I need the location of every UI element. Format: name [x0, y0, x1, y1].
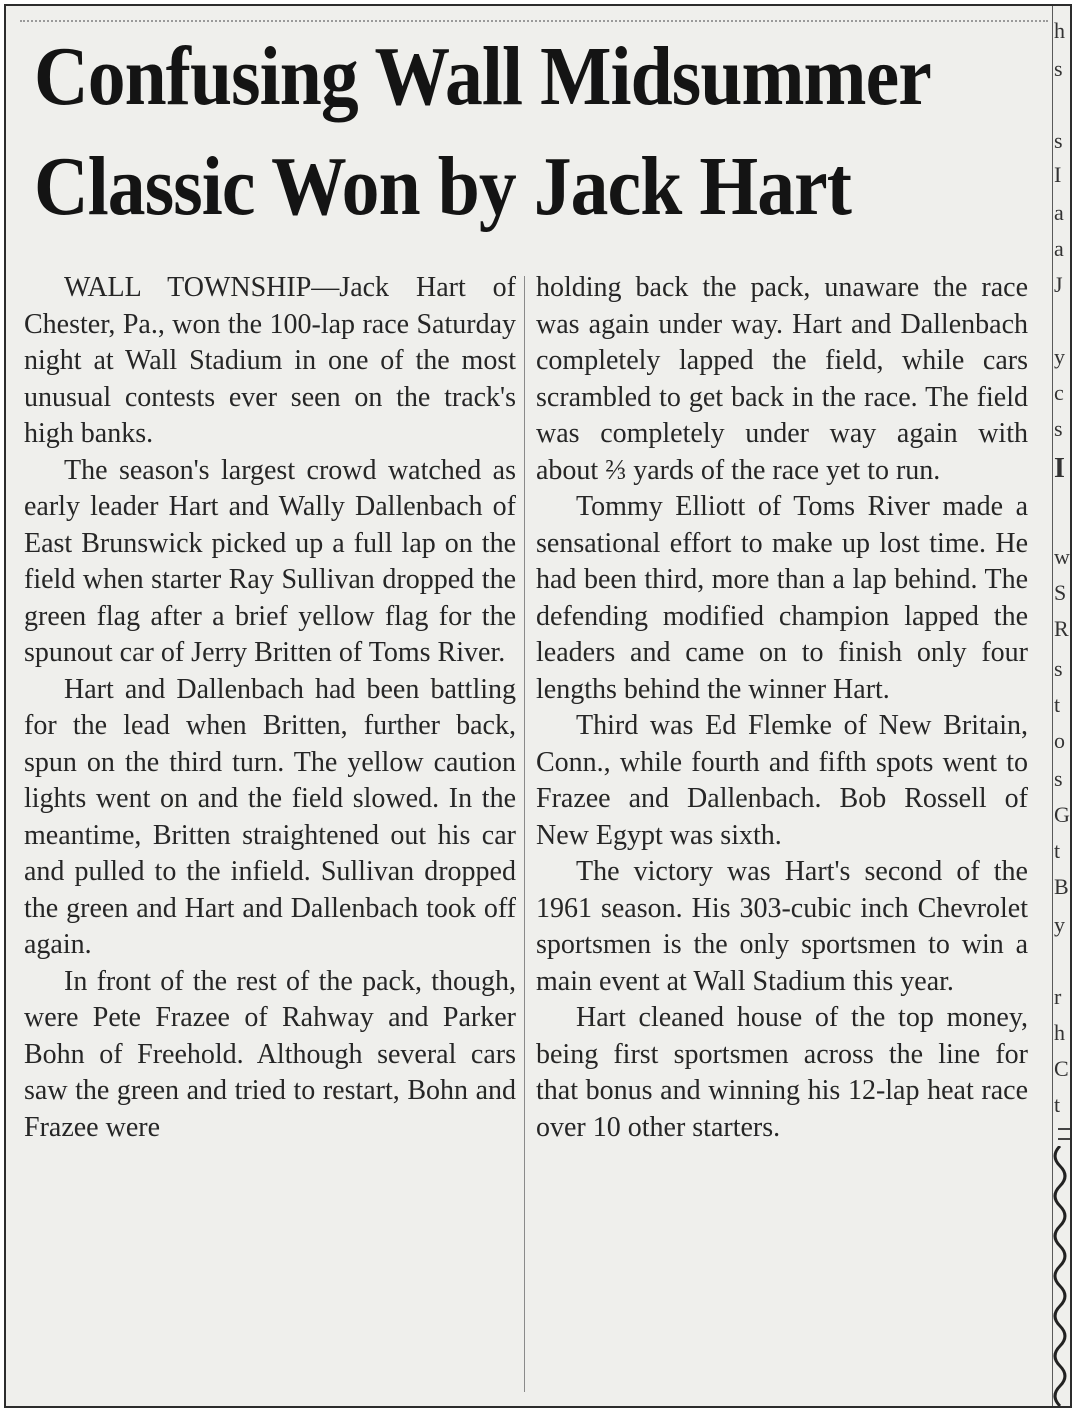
- column-divider: [524, 276, 525, 1392]
- decorative-border-squiggle: [1046, 1146, 1070, 1406]
- headline: Confusing Wall Midsummer Classic Won by Jack Hart: [34, 30, 930, 233]
- edge-fragment: t: [1054, 838, 1061, 863]
- article-column-2: [536, 270, 1028, 1146]
- paragraph: In front of the rest of the pack, though, were Pete Frazee of Rahway and Parker Bohn of Freehold. Although several cars saw the green and tried to restart, Bohn and Frazee were: [24, 965, 516, 1143]
- article-column-1: [24, 270, 516, 1146]
- edge-fragment: a: [1054, 200, 1064, 225]
- edge-fragment: S: [1054, 580, 1067, 605]
- edge-fragment: c: [1054, 380, 1064, 405]
- edge-fragment: r: [1054, 984, 1062, 1009]
- edge-fragment: B: [1054, 874, 1069, 899]
- edge-fragment: R: [1054, 616, 1069, 641]
- edge-fragment: w: [1054, 544, 1070, 569]
- edge-fragment: o: [1054, 728, 1065, 753]
- edge-fragment: G: [1054, 802, 1070, 827]
- edge-fragment: C: [1054, 1056, 1069, 1081]
- paragraph: The victory was Hart's second of the 1961 season. His 303-cubic inch Chevrolet sportsmen is the only sportsmen to win a main event at Wall Stadium this year.: [536, 856, 1028, 997]
- edge-fragment: y: [1054, 344, 1065, 369]
- dash-rule: [1058, 1128, 1072, 1130]
- edge-fragment: s: [1054, 416, 1063, 441]
- paragraph: Hart and Dallenbach had been battling for the lead when Britten, further back, spun on the third turn. The yellow caution lights went on and the field slowed. In the meantime, Britten straightened out his car and pulled to the infield. Sullivan dropped the green and Hart and Dallenbach took off again.: [24, 673, 516, 960]
- paragraph: The season's largest crowd watched as early leader Hart and Wally Dallenbach of East Brunswick picked up a full lap on the field when starter Ray Sullivan dropped the green flag after a brief yellow flag for the spunout car of Jerry Britten of Toms River.: [24, 454, 516, 668]
- edge-fragment: s: [1054, 656, 1063, 681]
- edge-fragment: s: [1054, 766, 1063, 791]
- paragraph: holding back the pack, unaware the race was again under way. Hart and Dallenbach completely lapped the field, while cars scrambled to get back in the race. The field was completely under way again with about ⅔ yards of the race yet to run.: [536, 272, 1028, 486]
- edge-fragment: t: [1054, 1092, 1061, 1117]
- edge-fragment: s: [1054, 56, 1063, 81]
- edge-fragment: s: [1054, 128, 1063, 153]
- paragraph: WALL TOWNSHIP—Jack Hart of Chester, Pa., won the 100-lap race Saturday night at Wall Stadium in one of the most unusual contests ever seen on the track's high banks.: [24, 272, 516, 449]
- edge-fragment: I: [1054, 162, 1062, 187]
- edge-fragment: J: [1054, 272, 1063, 297]
- newspaper-clipping: [4, 4, 1072, 1408]
- paragraph: Third was Ed Flemke of New Britain, Conn., while fourth and fifth spots went to Frazee and Dallenbach. Bob Rossell of New Egypt was sixth.: [536, 710, 1028, 851]
- paragraph: Hart cleaned house of the top money, being first sportsmen across the line for that bonus and winning his 12-lap heat race over 10 other starters.: [536, 1002, 1028, 1143]
- edge-fragment: t: [1054, 692, 1061, 717]
- edge-fragment: h: [1054, 1020, 1065, 1045]
- edge-fragment: a: [1054, 236, 1064, 261]
- dash-rule: [1058, 1138, 1072, 1140]
- edge-fragment: y: [1054, 912, 1065, 937]
- paragraph: Tommy Elliott of Toms River made a sensational effort to make up lost time. He had been third, more than a lap behind. The defending modified champion lapped the leaders and came on to finish only four lengths behind the winner Hart.: [536, 491, 1028, 705]
- edge-fragment: h: [1054, 18, 1065, 43]
- edge-fragment: I: [1054, 453, 1065, 484]
